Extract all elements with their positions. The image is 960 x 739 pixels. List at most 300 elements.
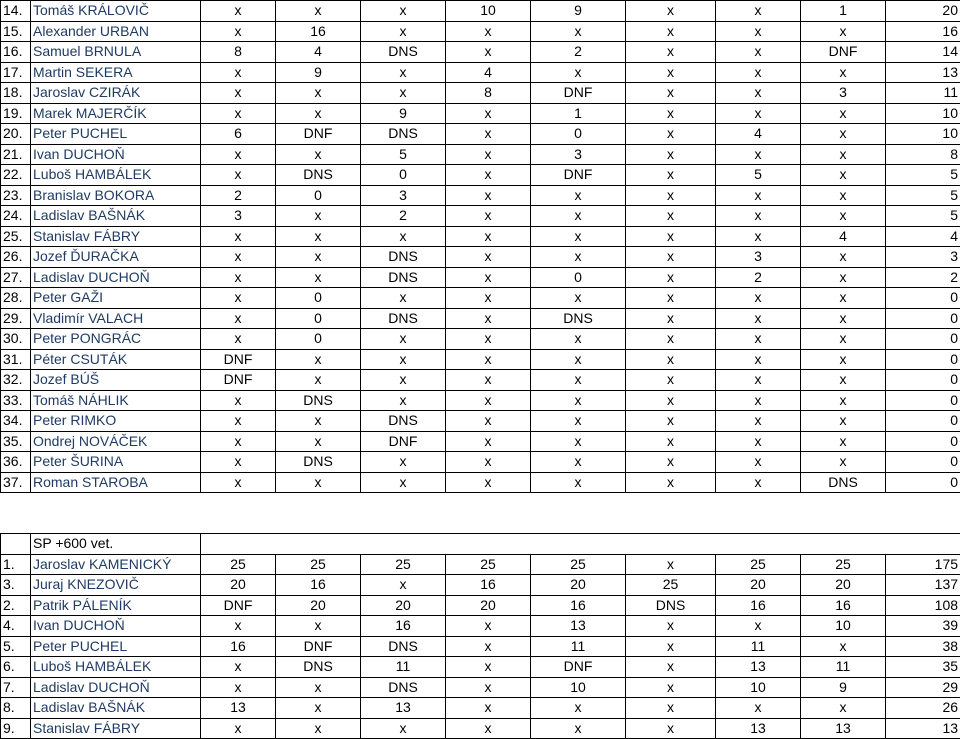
race-4-result: x <box>446 718 531 739</box>
race-3-result: x <box>361 62 446 83</box>
race-1-result: x <box>201 616 276 637</box>
race-8-result: 3 <box>801 83 886 104</box>
total-points: 13 <box>886 62 960 83</box>
results-row <box>1 83 960 104</box>
total-points: 29 <box>886 677 960 698</box>
race-6-result: x <box>626 1 716 22</box>
race-2-result: x <box>276 144 361 165</box>
race-2-result: x <box>276 616 361 637</box>
race-8-result: 11 <box>801 657 886 678</box>
rank-cell: 1. <box>1 554 31 575</box>
competitor-name: Peter ŠURINA <box>31 452 201 473</box>
race-2-result: x <box>276 226 361 247</box>
race-2-result: DNF <box>276 636 361 657</box>
competitor-name: Ladislav DUCHOŇ <box>31 267 201 288</box>
competitor-name: Luboš HAMBÁLEK <box>31 165 201 186</box>
race-5-result: 3 <box>531 144 626 165</box>
race-8-result: x <box>801 288 886 309</box>
race-4-result: x <box>446 452 531 473</box>
rank-cell: 29. <box>1 308 31 329</box>
sp-row <box>1 657 960 678</box>
race-5-result: x <box>531 21 626 42</box>
race-7-result: x <box>716 21 801 42</box>
race-3-result: x <box>361 472 446 493</box>
competitor-name: Ondrej NOVÁČEK <box>31 431 201 452</box>
race-3-result: x <box>361 575 446 596</box>
race-1-result: 13 <box>201 698 276 719</box>
race-3-result: DNF <box>361 431 446 452</box>
competitor-name: Peter PUCHEL <box>31 636 201 657</box>
race-5-result: x <box>531 185 626 206</box>
race-7-result: x <box>716 411 801 432</box>
race-7-result: x <box>716 42 801 63</box>
race-6-result: x <box>626 329 716 350</box>
race-1-result: 8 <box>201 42 276 63</box>
race-4-result: x <box>446 329 531 350</box>
race-8-result: x <box>801 206 886 227</box>
race-2-result: x <box>276 718 361 739</box>
total-points: 0 <box>886 288 960 309</box>
race-2-result: 0 <box>276 308 361 329</box>
results-row <box>1 431 960 452</box>
race-4-result: x <box>446 226 531 247</box>
race-6-result: x <box>626 226 716 247</box>
race-2-result: x <box>276 247 361 268</box>
total-points: 2 <box>886 267 960 288</box>
total-points: 0 <box>886 431 960 452</box>
race-3-result: x <box>361 718 446 739</box>
race-1-result: x <box>201 267 276 288</box>
results-row <box>1 452 960 473</box>
race-1-result: x <box>201 226 276 247</box>
race-6-result: x <box>626 718 716 739</box>
competitor-name: Peter RIMKO <box>31 411 201 432</box>
total-points: 13 <box>886 718 960 739</box>
race-3-result: x <box>361 390 446 411</box>
race-3-result: DNS <box>361 636 446 657</box>
race-5-result: x <box>531 247 626 268</box>
race-3-result: x <box>361 226 446 247</box>
race-1-result: 6 <box>201 124 276 145</box>
competitor-name: Ladislav BAŠNÁK <box>31 206 201 227</box>
race-1-result: x <box>201 308 276 329</box>
competitor-name: Juraj KNEZOVIČ <box>31 575 201 596</box>
race-3-result: 16 <box>361 616 446 637</box>
race-5-result: 0 <box>531 267 626 288</box>
race-6-result: DNS <box>626 595 716 616</box>
race-3-result: DNS <box>361 42 446 63</box>
results-row <box>1 329 960 350</box>
rank-cell: 19. <box>1 103 31 124</box>
competitor-name: Roman STAROBA <box>31 472 201 493</box>
rank-cell: 4. <box>1 616 31 637</box>
race-2-result: DNS <box>276 452 361 473</box>
results-row <box>1 1 960 22</box>
race-6-result: x <box>626 103 716 124</box>
total-points: 39 <box>886 616 960 637</box>
race-6-result: x <box>626 267 716 288</box>
total-points: 16 <box>886 21 960 42</box>
race-6-result: x <box>626 390 716 411</box>
competitor-name: Ladislav DUCHOŇ <box>31 677 201 698</box>
race-4-result: x <box>446 206 531 227</box>
competitor-name: Jozef BÚŠ <box>31 370 201 391</box>
race-7-result: 25 <box>716 554 801 575</box>
competitor-name: Jaroslav KAMENICKÝ <box>31 554 201 575</box>
race-1-result: x <box>201 288 276 309</box>
race-8-result: x <box>801 370 886 391</box>
race-6-result: x <box>626 616 716 637</box>
race-5-result: x <box>531 718 626 739</box>
race-8-result: x <box>801 698 886 719</box>
race-5-result: x <box>531 411 626 432</box>
rank-cell: 14. <box>1 1 31 22</box>
race-3-result: x <box>361 1 446 22</box>
race-3-result: 13 <box>361 698 446 719</box>
race-3-result: DNS <box>361 308 446 329</box>
race-1-result: 2 <box>201 185 276 206</box>
sp-600-vet-table <box>0 533 960 739</box>
race-3-result: 20 <box>361 595 446 616</box>
race-8-result: x <box>801 636 886 657</box>
race-4-result: x <box>446 677 531 698</box>
race-2-result: 0 <box>276 185 361 206</box>
race-7-result: 16 <box>716 595 801 616</box>
race-8-result: 16 <box>801 595 886 616</box>
race-2-result: x <box>276 103 361 124</box>
race-1-result: 3 <box>201 206 276 227</box>
sp-row <box>1 677 960 698</box>
rank-cell: 34. <box>1 411 31 432</box>
total-points: 0 <box>886 472 960 493</box>
race-8-result: x <box>801 329 886 350</box>
race-2-result: x <box>276 206 361 227</box>
race-3-result: x <box>361 452 446 473</box>
total-points: 108 <box>886 595 960 616</box>
race-7-result: x <box>716 103 801 124</box>
race-7-result: 10 <box>716 677 801 698</box>
rank-cell: 16. <box>1 42 31 63</box>
rank-cell: 5. <box>1 636 31 657</box>
race-4-result: x <box>446 411 531 432</box>
competitor-name: Jaroslav CZIRÁK <box>31 83 201 104</box>
race-4-result: x <box>446 636 531 657</box>
competitor-name: Marek MAJERČÍK <box>31 103 201 124</box>
race-7-result: 11 <box>716 636 801 657</box>
race-7-result: 20 <box>716 575 801 596</box>
race-7-result: x <box>716 370 801 391</box>
race-4-result: x <box>446 21 531 42</box>
race-5-result: x <box>531 288 626 309</box>
race-4-result: x <box>446 390 531 411</box>
results-row <box>1 124 960 145</box>
results-row <box>1 42 960 63</box>
race-4-result: 20 <box>446 595 531 616</box>
race-7-result: x <box>716 206 801 227</box>
race-2-result: x <box>276 472 361 493</box>
race-5-result: x <box>531 62 626 83</box>
race-2-result: x <box>276 349 361 370</box>
rank-cell: 24. <box>1 206 31 227</box>
race-4-result: 10 <box>446 1 531 22</box>
rank-cell: 28. <box>1 288 31 309</box>
total-points: 5 <box>886 206 960 227</box>
race-3-result: DNS <box>361 124 446 145</box>
race-3-result: x <box>361 21 446 42</box>
sp-row <box>1 575 960 596</box>
race-2-result: x <box>276 370 361 391</box>
race-2-result: 9 <box>276 62 361 83</box>
rank-cell: 35. <box>1 431 31 452</box>
race-5-result: 9 <box>531 1 626 22</box>
race-4-result: x <box>446 185 531 206</box>
sp-row <box>1 595 960 616</box>
rank-cell: 8. <box>1 698 31 719</box>
race-8-result: x <box>801 124 886 145</box>
race-4-result: 16 <box>446 575 531 596</box>
sp-row <box>1 698 960 719</box>
total-points: 0 <box>886 390 960 411</box>
rank-cell: 22. <box>1 165 31 186</box>
race-5-result: DNF <box>531 165 626 186</box>
competitor-name: Jozef ĎURAČKA <box>31 247 201 268</box>
race-1-result: x <box>201 329 276 350</box>
total-points: 14 <box>886 42 960 63</box>
total-points: 0 <box>886 370 960 391</box>
results-row <box>1 144 960 165</box>
race-6-result: x <box>626 165 716 186</box>
results-row <box>1 267 960 288</box>
race-1-result: x <box>201 1 276 22</box>
competitor-name: Patrik PÁLENÍK <box>31 595 201 616</box>
race-4-result: x <box>446 698 531 719</box>
sp-row <box>1 636 960 657</box>
race-8-result: x <box>801 165 886 186</box>
race-8-result: x <box>801 431 886 452</box>
race-3-result: x <box>361 83 446 104</box>
rank-cell: 32. <box>1 370 31 391</box>
race-8-result: 4 <box>801 226 886 247</box>
race-4-result: 4 <box>446 62 531 83</box>
race-8-result: x <box>801 21 886 42</box>
race-7-result: x <box>716 308 801 329</box>
race-1-result: x <box>201 21 276 42</box>
results-row <box>1 370 960 391</box>
rank-cell: 27. <box>1 267 31 288</box>
race-2-result: x <box>276 431 361 452</box>
race-2-result: 4 <box>276 42 361 63</box>
race-4-result: x <box>446 165 531 186</box>
race-1-result: DNF <box>201 370 276 391</box>
race-6-result: x <box>626 62 716 83</box>
race-1-result: 16 <box>201 636 276 657</box>
total-points: 0 <box>886 329 960 350</box>
race-3-result: 2 <box>361 206 446 227</box>
race-4-result: x <box>446 42 531 63</box>
race-7-result: 3 <box>716 247 801 268</box>
race-4-result: x <box>446 349 531 370</box>
race-1-result: x <box>201 718 276 739</box>
race-6-result: x <box>626 42 716 63</box>
race-3-result: x <box>361 329 446 350</box>
race-5-result: 1 <box>531 103 626 124</box>
race-2-result: 0 <box>276 329 361 350</box>
race-8-result: 20 <box>801 575 886 596</box>
rank-cell: 15. <box>1 21 31 42</box>
race-1-result: x <box>201 657 276 678</box>
race-6-result: x <box>626 636 716 657</box>
race-5-result: 11 <box>531 636 626 657</box>
race-1-result: 20 <box>201 575 276 596</box>
competitor-name: Martin SEKERA <box>31 62 201 83</box>
race-6-result: 25 <box>626 575 716 596</box>
race-5-result: 20 <box>531 575 626 596</box>
competitor-name: Tomáš KRÁLOVIČ <box>31 1 201 22</box>
race-2-result: x <box>276 83 361 104</box>
race-6-result: x <box>626 124 716 145</box>
total-points: 10 <box>886 124 960 145</box>
race-7-result: 13 <box>716 657 801 678</box>
results-row <box>1 247 960 268</box>
total-points: 35 <box>886 657 960 678</box>
race-7-result: 13 <box>716 718 801 739</box>
race-5-result: x <box>531 452 626 473</box>
race-3-result: 25 <box>361 554 446 575</box>
total-points: 0 <box>886 452 960 473</box>
race-5-result: x <box>531 431 626 452</box>
race-8-result: 13 <box>801 718 886 739</box>
rank-cell: 33. <box>1 390 31 411</box>
competitor-name: Alexander URBAN <box>31 21 201 42</box>
race-4-result: x <box>446 431 531 452</box>
race-4-result: x <box>446 472 531 493</box>
race-8-result: x <box>801 390 886 411</box>
race-2-result: x <box>276 411 361 432</box>
race-1-result: x <box>201 472 276 493</box>
race-3-result: x <box>361 349 446 370</box>
race-1-result: x <box>201 677 276 698</box>
competitor-name: Peter GAŽI <box>31 288 201 309</box>
total-points: 11 <box>886 83 960 104</box>
race-7-result: x <box>716 83 801 104</box>
race-4-result: x <box>446 308 531 329</box>
total-points: 0 <box>886 411 960 432</box>
rank-cell: 20. <box>1 124 31 145</box>
total-points: 20 <box>886 1 960 22</box>
race-1-result: x <box>201 144 276 165</box>
race-7-result: x <box>716 616 801 637</box>
results-row <box>1 185 960 206</box>
race-1-result: x <box>201 103 276 124</box>
race-5-result: 2 <box>531 42 626 63</box>
total-points: 4 <box>886 226 960 247</box>
race-4-result: x <box>446 288 531 309</box>
rank-cell: 23. <box>1 185 31 206</box>
total-points: 5 <box>886 185 960 206</box>
race-3-result: 0 <box>361 165 446 186</box>
race-4-result: x <box>446 657 531 678</box>
race-7-result: x <box>716 329 801 350</box>
race-6-result: x <box>626 677 716 698</box>
race-1-result: x <box>201 62 276 83</box>
race-2-result: x <box>276 677 361 698</box>
race-1-result: 25 <box>201 554 276 575</box>
race-4-result: x <box>446 103 531 124</box>
race-7-result: 4 <box>716 124 801 145</box>
results-row <box>1 411 960 432</box>
race-8-result: x <box>801 185 886 206</box>
race-6-result: x <box>626 83 716 104</box>
race-8-result: x <box>801 308 886 329</box>
race-5-result: x <box>531 370 626 391</box>
race-8-result: x <box>801 62 886 83</box>
rank-cell: 26. <box>1 247 31 268</box>
competitor-name: Ivan DUCHOŇ <box>31 144 201 165</box>
competitor-name: Peter PONGRÁC <box>31 329 201 350</box>
competitor-name: Stanislav FÁBRY <box>31 226 201 247</box>
race-6-result: x <box>626 452 716 473</box>
race-7-result: x <box>716 349 801 370</box>
race-3-result: DNS <box>361 411 446 432</box>
sp-section-title: SP +600 vet. <box>31 534 201 555</box>
rank-cell: 17. <box>1 62 31 83</box>
total-points: 8 <box>886 144 960 165</box>
results-row <box>1 288 960 309</box>
race-2-result: 16 <box>276 21 361 42</box>
race-8-result: x <box>801 411 886 432</box>
race-7-result: x <box>716 144 801 165</box>
race-6-result: x <box>626 698 716 719</box>
race-8-result: x <box>801 247 886 268</box>
race-6-result: x <box>626 370 716 391</box>
race-4-result: 25 <box>446 554 531 575</box>
race-5-result: 0 <box>531 124 626 145</box>
race-4-result: 8 <box>446 83 531 104</box>
race-1-result: x <box>201 431 276 452</box>
race-8-result: 25 <box>801 554 886 575</box>
total-points: 3 <box>886 247 960 268</box>
rank-cell: 25. <box>1 226 31 247</box>
results-row <box>1 21 960 42</box>
rank-cell: 9. <box>1 718 31 739</box>
race-8-result: x <box>801 267 886 288</box>
race-6-result: x <box>626 411 716 432</box>
competitor-name: Luboš HAMBÁLEK <box>31 657 201 678</box>
rank-cell: 31. <box>1 349 31 370</box>
race-8-result: x <box>801 452 886 473</box>
race-3-result: x <box>361 288 446 309</box>
race-3-result: DNS <box>361 247 446 268</box>
race-8-result: 9 <box>801 677 886 698</box>
race-8-result: x <box>801 349 886 370</box>
rank-cell: 7. <box>1 677 31 698</box>
header-rank-cell <box>1 534 31 555</box>
sp-row <box>1 554 960 575</box>
total-points: 5 <box>886 165 960 186</box>
race-2-result: x <box>276 1 361 22</box>
race-5-result: x <box>531 349 626 370</box>
race-1-result: x <box>201 452 276 473</box>
competitor-name: Ladislav BAŠNÁK <box>31 698 201 719</box>
race-8-result: x <box>801 103 886 124</box>
race-6-result: x <box>626 206 716 227</box>
race-1-result: x <box>201 83 276 104</box>
race-6-result: x <box>626 308 716 329</box>
total-points: 175 <box>886 554 960 575</box>
race-7-result: x <box>716 452 801 473</box>
race-5-result: DNF <box>531 657 626 678</box>
race-5-result: DNS <box>531 308 626 329</box>
